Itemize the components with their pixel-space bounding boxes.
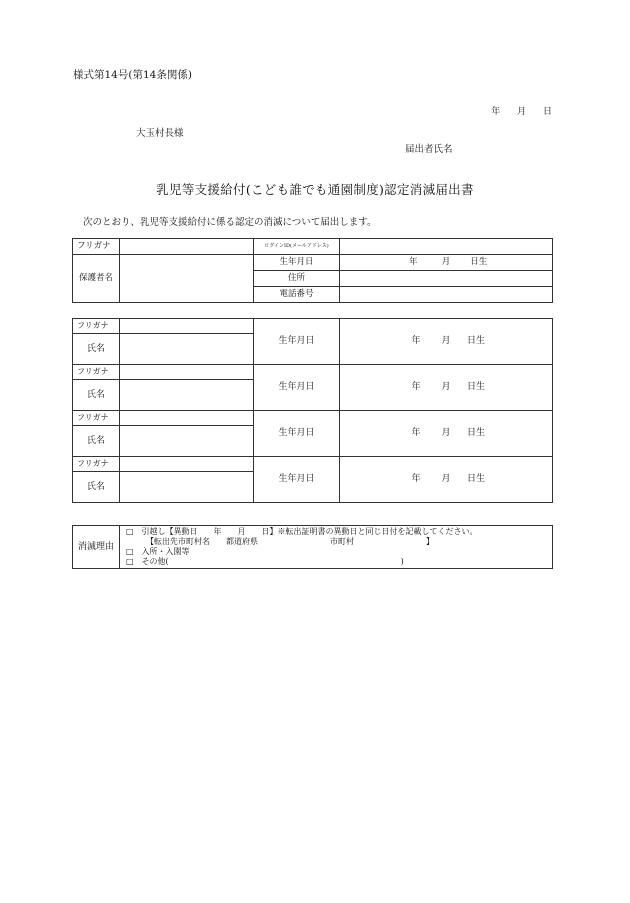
child-dob-field[interactable] xyxy=(340,365,553,411)
document-title: 乳児等支援給付(こども誰でも通園制度)認定消滅届出書 xyxy=(156,182,474,197)
reason-move-option[interactable]: □ 引越し【異動日 年 月 日】※転出証明書の異動日と同じ日付を記載してください。 xyxy=(126,527,478,536)
child-name-label: 氏名 xyxy=(73,334,120,365)
child-furigana-field[interactable] xyxy=(120,457,254,472)
child-dob-year: 年 xyxy=(411,336,421,346)
child-furigana-label: フリガナ xyxy=(73,457,120,472)
date-day-label: 日 xyxy=(542,107,552,117)
reason-table xyxy=(72,525,553,569)
child-furigana-field[interactable] xyxy=(120,411,254,426)
guardian-phone-label: 電話番号 xyxy=(254,287,340,303)
guardian-dob-year: 年 xyxy=(409,257,418,268)
child-dob-label: 生年月日 xyxy=(254,457,340,503)
child-name-field[interactable] xyxy=(120,426,254,457)
child-furigana-label: フリガナ xyxy=(73,319,120,334)
guardian-phone-field[interactable] xyxy=(340,287,553,303)
child-name-label: 氏名 xyxy=(73,472,120,503)
reason-other-option[interactable]: □ その他( ) xyxy=(126,557,404,566)
child-dob-label: 生年月日 xyxy=(254,411,340,457)
login-id-label: ログインID(メールアドレス) xyxy=(254,239,340,255)
login-id-field[interactable] xyxy=(340,239,553,255)
child-name-label: 氏名 xyxy=(73,380,120,411)
child-dob-field[interactable] xyxy=(340,457,553,503)
date-month-label: 月 xyxy=(517,107,527,117)
date-year-label: 年 xyxy=(491,107,501,117)
child-dob-month: 月 xyxy=(441,382,451,392)
child-dob-day: 日生 xyxy=(466,336,485,346)
child-dob-day: 日生 xyxy=(466,474,485,484)
guardian-furigana-label: フリガナ xyxy=(73,239,120,255)
child-dob-year: 年 xyxy=(411,428,421,438)
guardian-table xyxy=(72,238,553,303)
reason-options xyxy=(120,526,553,569)
intro-text: 次のとおり、乳児等支援給付に係る認定の消滅について届出します。 xyxy=(83,217,377,228)
form-number: 様式第14号(第14条関係) xyxy=(73,69,192,81)
child-furigana-field[interactable] xyxy=(120,319,254,334)
child-furigana-label: フリガナ xyxy=(73,411,120,426)
reason-label: 消滅理由 xyxy=(73,526,120,569)
addressee: 大玉村長様 xyxy=(136,128,184,139)
child-dob-label: 生年月日 xyxy=(254,319,340,365)
child-name-field[interactable] xyxy=(120,472,254,503)
children-table xyxy=(72,318,553,503)
child-name-field[interactable] xyxy=(120,380,254,411)
guardian-dob-label: 生年月日 xyxy=(254,255,340,271)
child-name-label: 氏名 xyxy=(73,426,120,457)
guardian-address-label: 住所 xyxy=(254,271,340,287)
submission-date xyxy=(477,104,552,117)
child-dob-month: 月 xyxy=(441,428,451,438)
child-dob-field[interactable] xyxy=(340,319,553,365)
guardian-dob-day: 日生 xyxy=(470,257,488,268)
guardian-furigana-field[interactable] xyxy=(120,239,254,255)
guardian-dob-field[interactable] xyxy=(340,255,553,271)
applicant-name-label: 届出者氏名 xyxy=(405,144,453,155)
child-dob-year: 年 xyxy=(411,474,421,484)
child-dob-label: 生年月日 xyxy=(254,365,340,411)
guardian-dob-month: 月 xyxy=(441,257,451,268)
child-dob-day: 日生 xyxy=(466,382,485,392)
child-dob-field[interactable] xyxy=(340,411,553,457)
guardian-name-field[interactable] xyxy=(120,255,254,303)
child-furigana-field[interactable] xyxy=(120,365,254,380)
guardian-name-label: 保護者名 xyxy=(73,255,120,303)
reason-admission-option[interactable]: □ 入所・入園等 xyxy=(126,547,190,556)
reason-move-destination[interactable]: 【転出先市町村名 都道府県 市町村 】 xyxy=(126,537,434,546)
child-dob-day: 日生 xyxy=(466,428,485,438)
guardian-address-field[interactable] xyxy=(340,271,553,287)
child-dob-month: 月 xyxy=(441,336,451,346)
child-furigana-label: フリガナ xyxy=(73,365,120,380)
child-name-field[interactable] xyxy=(120,334,254,365)
child-dob-month: 月 xyxy=(441,474,451,484)
child-dob-year: 年 xyxy=(411,382,421,392)
